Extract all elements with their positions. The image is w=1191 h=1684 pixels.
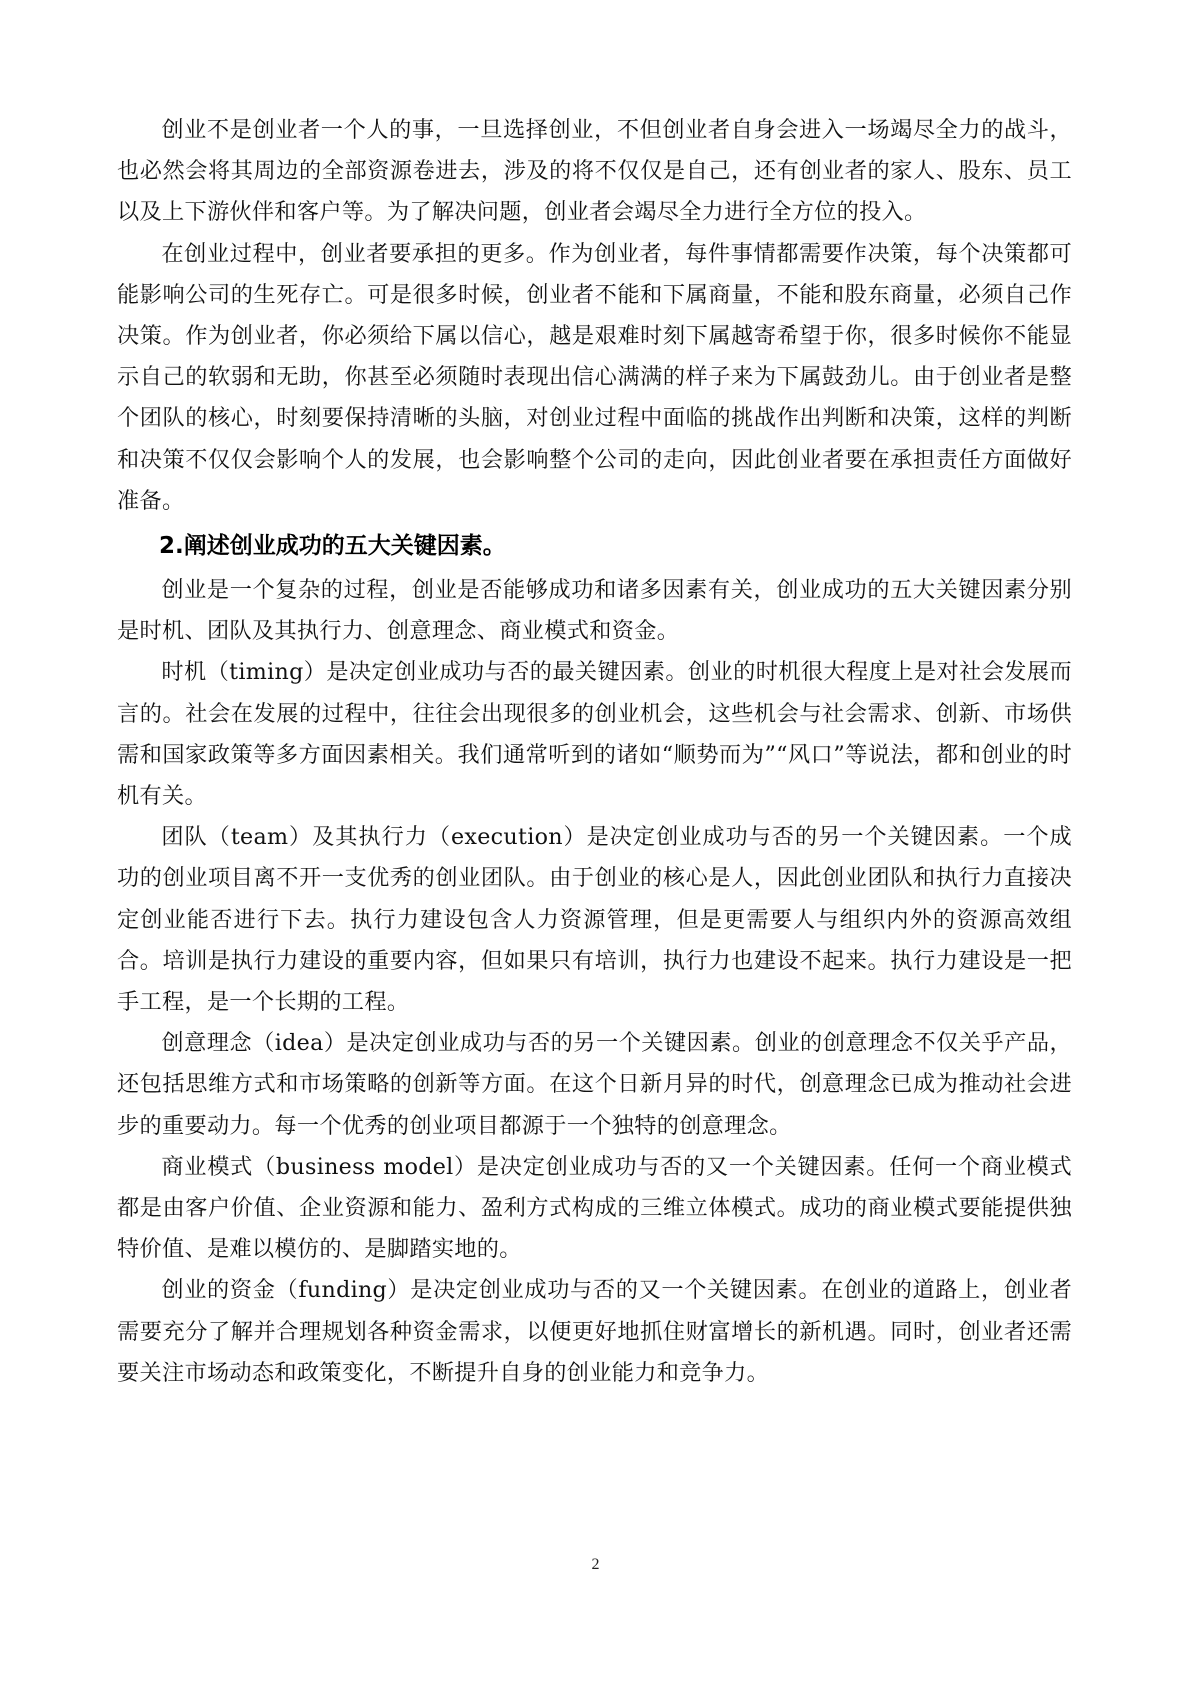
- paragraph: 创业不是创业者一个人的事，一旦选择创业，不但创业者自身会进入一场竭尽全力的战斗，也必然会将其周边的全部资源卷进去，涉及的将不仅仅是自己，还有创业者的家人、股东、员工以及上下游伙伴和客户等。为了解决问题，创业者会竭尽全力进行全方位的投入。: [117, 117, 1072, 226]
- paragraph: 创业是一个复杂的过程，创业是否能够成功和诸多因素有关，创业成功的五大关键因素分别是时机、团队及其执行力、创意理念、商业模式和资金。: [117, 577, 1072, 645]
- page-number: 2: [591, 1556, 600, 1573]
- paragraph: 时机（timing）是决定创业成功与否的最关键因素。创业的时机很大程度上是对社会发展而言的。社会在发展的过程中，往往会出现很多的创业机会，这些机会与社会需求、创新、市场供需和国家政策等多方面因素相关。我们通常听到的诸如“顺势而为”“风口”等说法，都和创业的时机有关。: [117, 659, 1072, 810]
- document-body: [117, 110, 1072, 1394]
- paragraph: 商业模式（business model）是决定创业成功与否的又一个关键因素。任何一个商业模式都是由客户价值、企业资源和能力、盈利方式构成的三维立体模式。成功的商业模式要能提供独特价值、是难以模仿的、是脚踏实地的。: [117, 1153, 1072, 1263]
- paragraph: 在创业过程中，创业者要承担的更多。作为创业者，每件事情都需要作决策，每个决策都可能影响公司的生死存亡。可是很多时候，创业者不能和下属商量，不能和股东商量，必须自己作决策。作为创业者，你必须给下属以信心，越是艰难时刻下属越寄希望于你，很多时候你不能显示自己的软弱和无助，你甚至必须随时表现出信心满满的样子来为下属鼓劲儿。由于创业者是整个团队的核心，时刻要保持清晰的头脑，对创业过程中面临的挑战作出判断和决策，这样的判断和决策不仅仅会影响个人的发展，也会影响整个公司的走向，因此创业者要在承担责任方面做好准备。: [117, 240, 1072, 514]
- paragraph: 团队（team）及其执行力（execution）是决定创业成功与否的另一个关键因素。一个成功的创业项目离不开一支优秀的创业团队。由于创业的核心是人，因此创业团队和执行力直接决定创业能否进行下去。执行力建设包含人力资源管理，但是更需要人与组织内外的资源高效组合。培训是执行力建设的重要内容，但如果只有培训，执行力也建设不起来。执行力建设是一把手工程，是一个长期的工程。: [117, 824, 1072, 1016]
- paragraph: 创业的资金（funding）是决定创业成功与否的又一个关键因素。在创业的道路上，创业者需要充分了解并合理规划各种资金需求，以便更好地抓住财富增长的新机遇。同时，创业者还需要关注市场动态和政策变化，不断提升自身的创业能力和竞争力。: [117, 1277, 1072, 1386]
- section-heading: 2.阐述创业成功的五大关键因素。: [159, 533, 506, 560]
- paragraph: 创意理念（idea）是决定创业成功与否的另一个关键因素。创业的创意理念不仅关乎产品，还包括思维方式和市场策略的创新等方面。在这个日新月异的时代，创意理念已成为推动社会进步的重要动力。每一个优秀的创业项目都源于一个独特的创意理念。: [117, 1030, 1072, 1139]
